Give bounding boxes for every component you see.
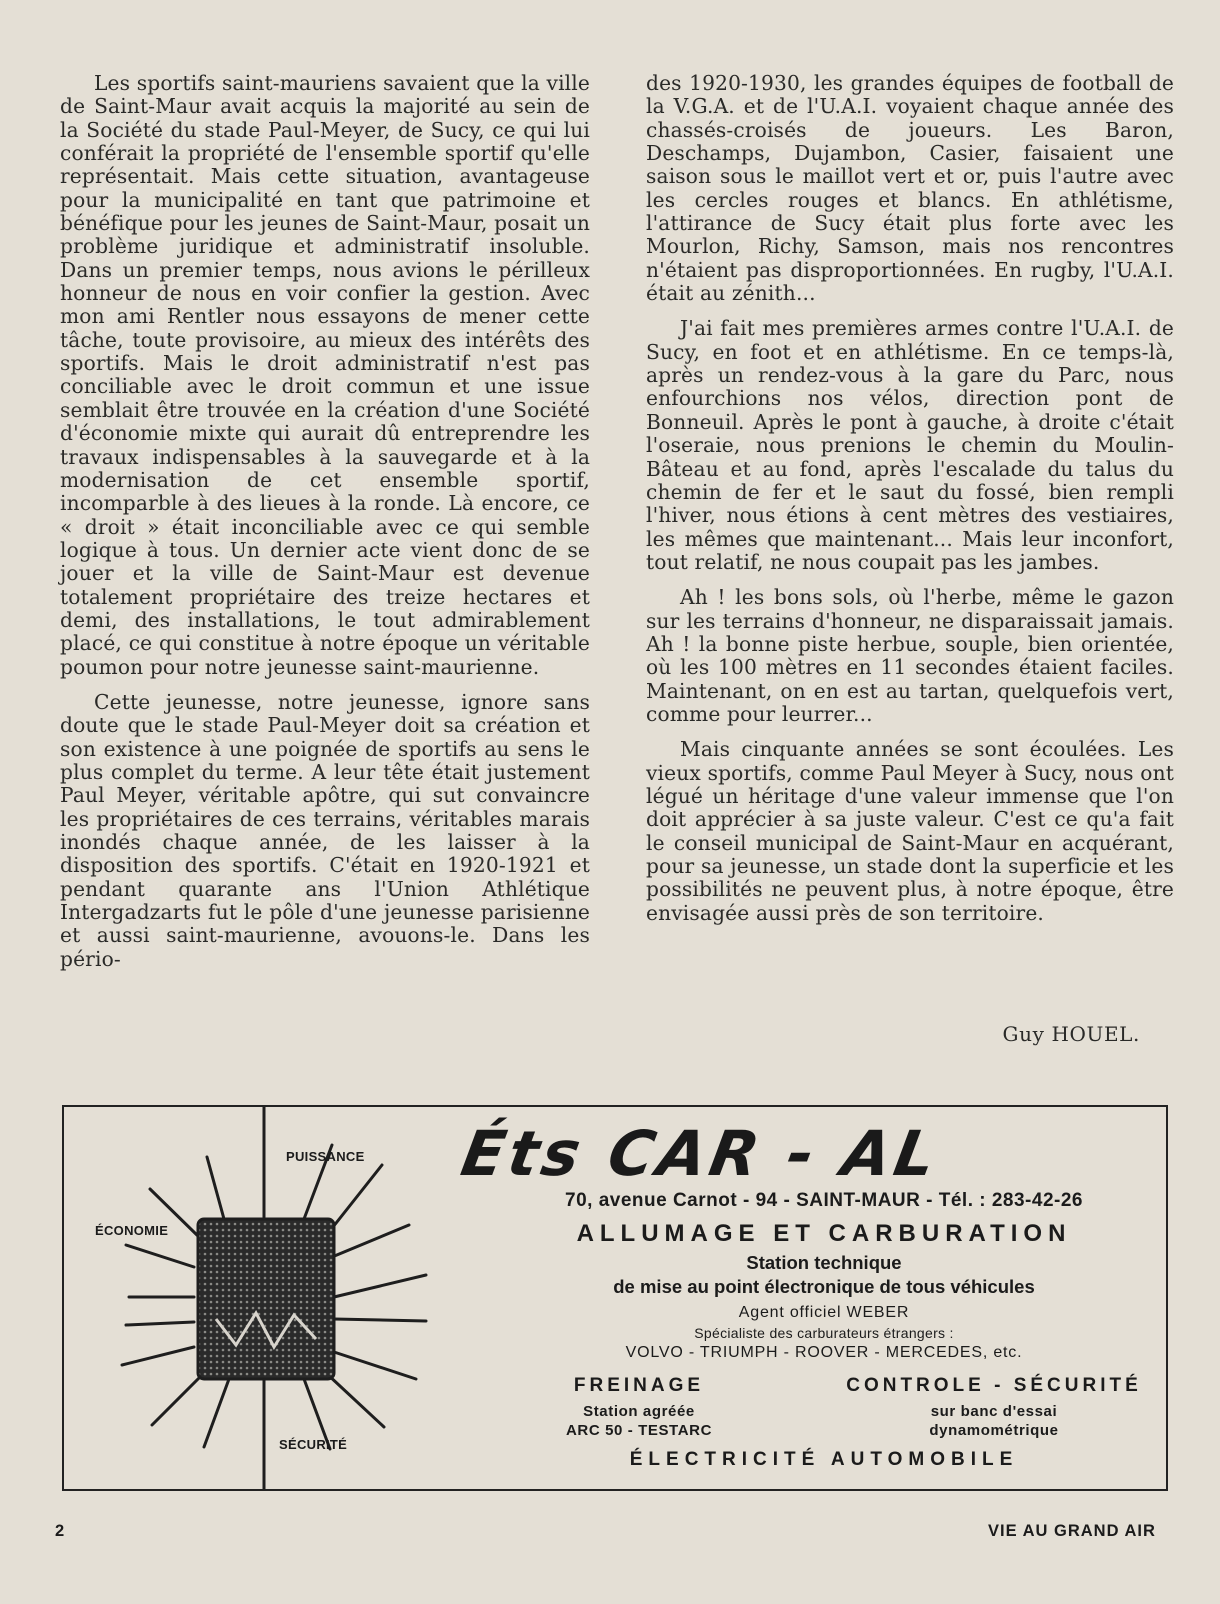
ad-address: 70, avenue Carnot - 94 - SAINT-MAUR - Tél. : 283-42-26 [565,1190,1083,1211]
ad-brand-logo: Éts CAR - AL [456,1117,946,1190]
article-column-left [60,72,590,983]
page-number: 2 [55,1522,66,1540]
ad-electricite-line: ÉLECTRICITÉ AUTOMOBILE [629,1449,1019,1470]
ad-freinage-sub: Station agréée [583,1403,695,1420]
article-paragraph: Les sportifs saint-mauriens savaient que la ville de Saint-Maur avait acquis la majorité au sein de la Société du stade Paul-Meyer, de Sucy, ce qui lui conférait la propriété de l'ensemble sportif qu'elle représentait. Mais cette situation, avantageuse pour la municipalité en tant que patrimoine et bénéfique pour les jeunes de Saint-Maur, posait un problème juridique et administratif insoluble. Dans un premier temps, nous avions le périlleux honneur de nous en voir confier la gestion. Avec mon ami Rentler nous essayons de mener cette tâche, toute provisoire, au mieux des intérêts des sportifs. Mais le droit administratif n'est pas conciliable avec le droit commun et une issue semblait être trouvée en la création d'une Société d'économie mixte qui aurait dû entreprendre les travaux indispensables à la sauvegarde et à la modernisation de cet ensemble sportif, incomparble à des lieues à la ronde. Là encore, ce « droit » était inconciliable avec ce qui semble logique à tous. Un dernier acte vient donc de se jouer et la ville de Saint-Maur est devenue totalement propriétaire des treize hectares et demi, des installations, le tout admirablement placé, ce qui constitue à notre époque un véritable poumon pour notre jeunesse saint-maurienne. [60,71,590,679]
ad-freinage-title: FREINAGE [573,1375,705,1396]
ad-controle-sub: dynamométrique [929,1422,1059,1439]
emblem-label-securite: SÉCURITÉ [279,1437,348,1452]
ad-freinage-sub: ARC 50 - TESTARC [566,1422,712,1439]
sunburst-emblem-icon [64,1107,484,1489]
article-paragraph: Mais cinquante années se sont écoulées. Les vieux sportifs, comme Paul Meyer à Sucy, nous ont légué un héritage d'une valeur immense que l'on doit apprécier à sa juste valeur. C'est ce qu'a fait le conseil municipal de Saint-Maur en acquérant, pour sa jeunesse, un stade dont la superficie et les possibilités ne peuvent plus, à notre époque, être envisagée aussi près de son territoire. [646,737,1174,925]
ad-controle-title: CONTROLE - SÉCURITÉ [846,1375,1142,1396]
article-paragraph: Ah ! les bons sols, où l'herbe, même le gazon sur les terrains d'honneur, ne disparaissait jamais. Ah ! la bonne piste herbue, souple, bien orientée, où les 100 mètres en 11 secondes étaient faciles. Maintenant, on en est au tartan, quelquefois vert, comme pour leurrer... [646,585,1174,726]
ad-mise-au-point-line: de mise au point électronique de tous véhicules [613,1276,1035,1297]
article-column-right [646,72,1174,937]
article-paragraph-continuation: des 1920-1930, les grandes équipes de football de la V.G.A. et de l'U.A.I. voyaient chaque année des chassés-croisés de joueurs. Les Baron, Deschamps, Dujambon, Casier, faisaient une saison sous le maillot vert et or, puis l'autre avec les cercles rouges et blancs. En athlétisme, l'attirance de Sucy était plus forte avec les Mourlon, Richy, Samson, mais nos rencontres n'étaient pas disproportionnées. En rugby, l'U.A.I. était au zénith... [646,71,1174,306]
advertisement-car-al [62,1105,1168,1491]
ad-controle-sub: sur banc d'essai [930,1403,1058,1420]
article-paragraph: J'ai fait mes premières armes contre l'U.A.I. de Sucy, en foot et en athlétisme. En ce temps-là, après un rendez-vous à la gare du Parc, nous enfourchions nos vélos, direction pont de Bonneuil. Après le pont à gauche, à droite c'était l'oseraie, nous prenions le chemin du Moulin-Bâteau et au fond, après l'escalade du talus du chemin de fer et le saut du fossé, bien rempli l'hiver, nous étions à cent mètres des vestiaires, les mêmes que maintenant... Mais leur inconfort, tout relatif, ne nous coupait pas les jambes. [646,316,1174,574]
ad-agent-line: Agent officiel WEBER [738,1304,910,1321]
author-signature: Guy HOUEL. [1002,1022,1140,1046]
ad-car-brands-line: VOLVO - TRIUMPH - ROOVER - MERCEDES, etc. [625,1344,1023,1361]
ad-controle-block [824,1375,1164,1440]
emblem-label-economie: ÉCONOMIE [95,1223,169,1238]
article-paragraph: Cette jeunesse, notre jeunesse, ignore sans doute que le stade Paul-Meyer doit sa création et son existence à une poignée de sportifs au sens le plus complet du terme. A leur tête était justement Paul Meyer, véritable apôtre, qui sut convaincre les propriétaires de ces terrains, véritables marais inondés chaque année, de les laisser à la disposition des sportifs. C'était en 1920-1921 et pendant quarante ans l'Union Athlétique Intergadzarts fut le pôle d'une jeunesse parisienne et aussi saint-maurienne, avouons-le. Dans les pério- [60,689,590,971]
magazine-title: VIE AU GRAND AIR [988,1522,1156,1540]
ad-freinage-block [534,1375,744,1440]
ad-headline: ALLUMAGE ET CARBURATION [576,1220,1072,1247]
ad-specialiste-line: Spécialiste des carburateurs étrangers : [694,1325,954,1341]
emblem-label-puissance: PUISSANCE [286,1149,365,1164]
ad-station-line: Station technique [746,1252,902,1273]
